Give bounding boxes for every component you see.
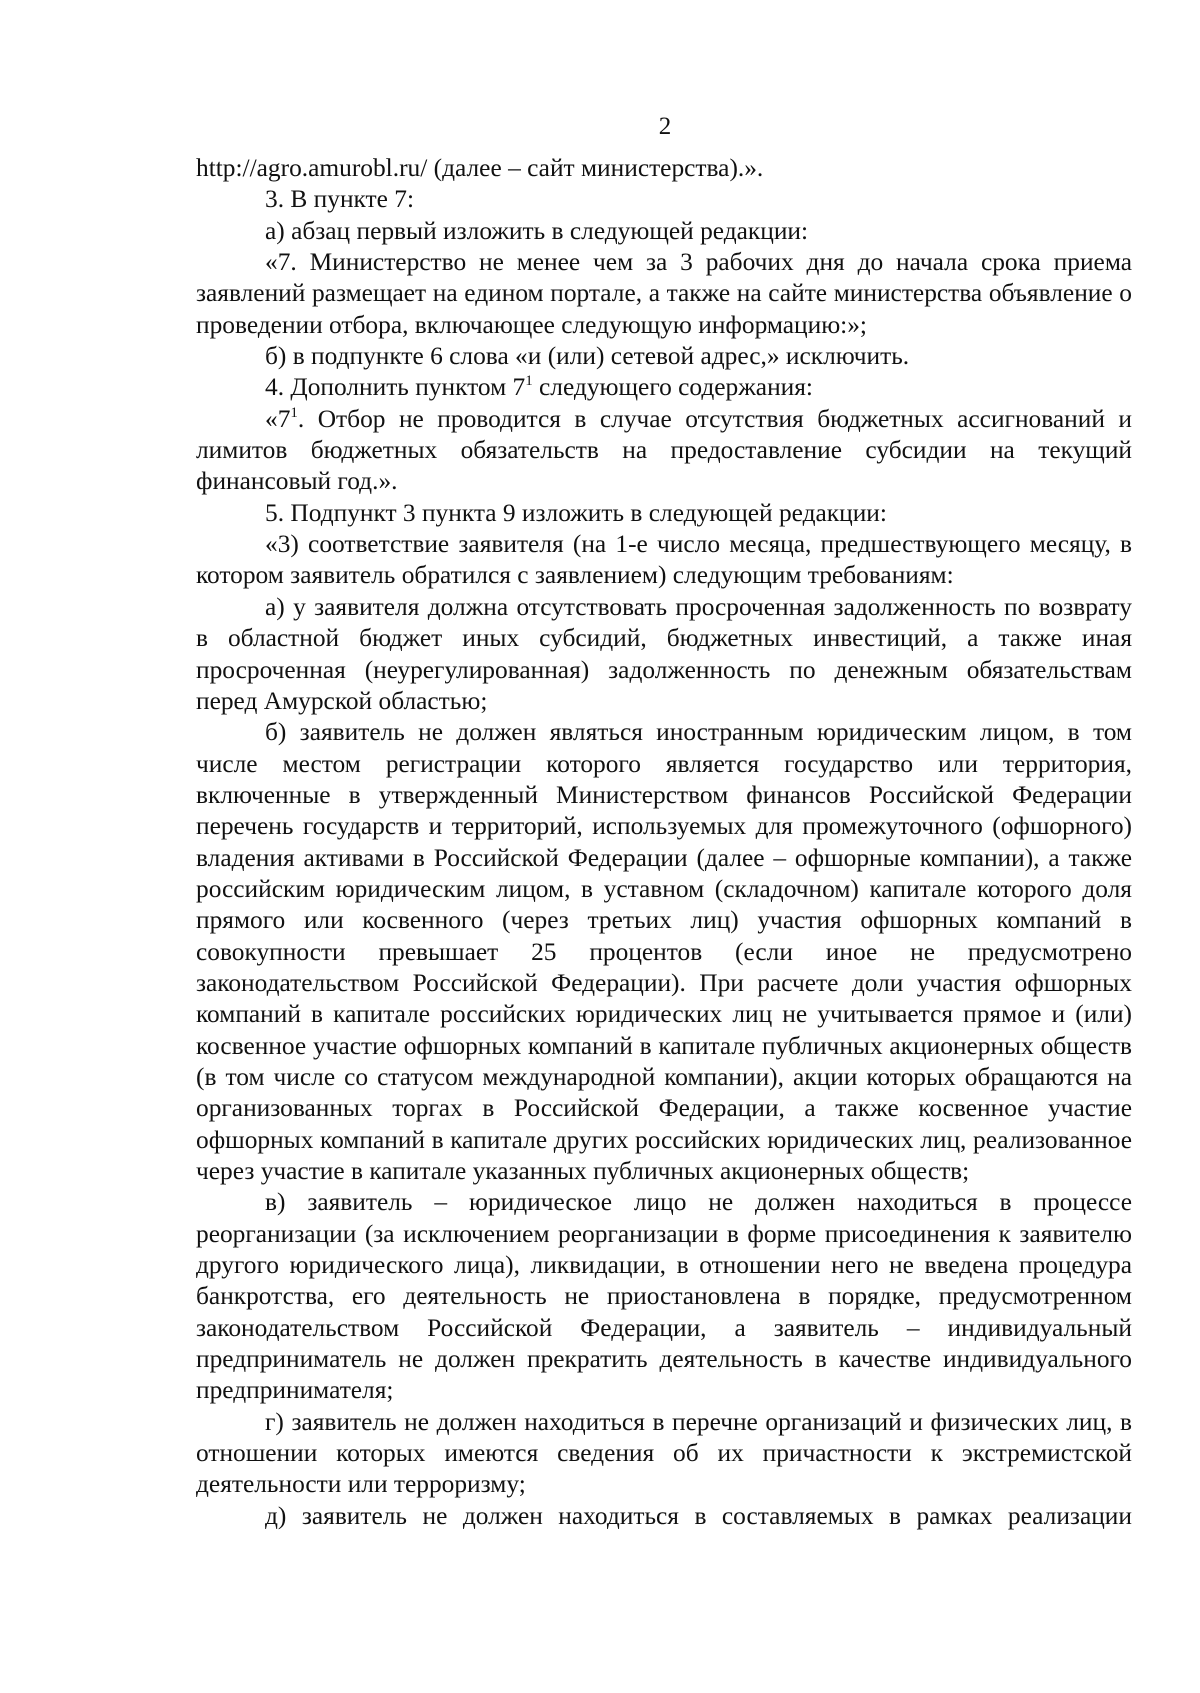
item-4-text-before: 4. Дополнить пунктом 7 (265, 373, 526, 402)
paragraph-requirement-a: а) у заявителя должна отсутствовать просроченная задолженность по возврату в областной бюджет иных субсидий, бюджетных инвестиций, а также иная просроченная (неурегулированная) задолженность по денежным обязательствам перед Амурской областью; (196, 592, 1132, 715)
clause-7-1-superscript: 1 (290, 404, 298, 421)
page-number: 2 (658, 113, 672, 140)
paragraph-requirement-b: б) заявитель не должен являться иностранным юридическим лицом, в том числе местом регистрации которого является государство или территория, включенные в утвержденный Министерством финансов Российской Федерации перечень государств и территорий, используемых для промежуточного (офшорного) владения активами в Российской Федерации (далее – офшорные компании), а также российским юридическим лицом, в уставном (складочном) капитале которого доля прямого или косвенного (через третьих лиц) участия офшорных компаний в совокупности превышает 25 процентов (если иное не предусмотрено законодательством Российской Федерации). При расчете доли участия офшорных компаний в капитале российских юридических лиц не учитывается прямое и (или) косвенное участие офшорных компаний в капитале публичных акционерных обществ (в том числе со статусом международной компании), акции которых обращаются на организованных торгах в Российской Федерации, а также косвенное участие офшорных компаний в капитале других российских юридических лиц, реализованное через участие в капитале указанных публичных акционерных обществ; (196, 718, 1132, 1185)
paragraph-item-3: 3. В пункте 7: (265, 185, 415, 214)
document-body (196, 153, 1132, 1532)
item-4-text-after: следующего содержания: (532, 373, 813, 402)
item-4-superscript: 1 (525, 373, 533, 390)
paragraph-clause-7: «7. Министерство не менее чем за 3 рабочих дня до начала срока приема заявлений размещает на едином портале, а также на сайте министерства объявление о проведении отбора, включающее следующую информацию:»; (196, 248, 1132, 339)
paragraph-subitem-a: а) абзац первый изложить в следующей редакции: (265, 216, 809, 245)
clause-7-1-text-after: . Отбор не проводится в случае отсутствия бюджетных ассигнований и лимитов бюджетных обязательств на предоставление субсидии на текущий финансовый год.». (196, 404, 1132, 496)
paragraph-requirement-v: в) заявитель – юридическое лицо не должен находиться в процессе реорганизации (за исключением реорганизации в форме присоединения к заявителю другого юридического лица), ликвидации, в отношении него не введена процедура банкротства, его деятельность не приостановлена в порядке, предусмотренном законодательством Российской Федерации, а заявитель – индивидуальный предприниматель не должен прекратить деятельность в качестве индивидуального предпринимателя; (196, 1188, 1132, 1405)
paragraph-subclause-3: «3) соответствие заявителя (на 1-е число месяца, предшествующего месяцу, в котором заявитель обратился с заявлением) следующим требованиям: (196, 530, 1132, 590)
paragraph-clause-7-1 (196, 404, 1132, 498)
clause-7-1-text-before: «7 (265, 404, 291, 433)
paragraph-subitem-b: б) в подпункте 6 слова «и (или) сетевой адрес,» исключить. (265, 342, 910, 371)
paragraph-requirement-g: г) заявитель не должен находиться в перечне организаций и физических лиц, в отношении которых имеются сведения об их причастности к экстремистской деятельности или терроризму; (196, 1407, 1132, 1499)
paragraph-item-5: 5. Подпункт 3 пункта 9 изложить в следующей редакции: (265, 498, 887, 527)
paragraph-item-4 (196, 372, 1132, 403)
paragraph-url-continuation: http://agro.amurobl.ru/ (далее – сайт министерства).». (196, 154, 764, 182)
paragraph-requirement-d: д) заявитель не должен находиться в составляемых в рамках реализации (265, 1501, 1132, 1530)
